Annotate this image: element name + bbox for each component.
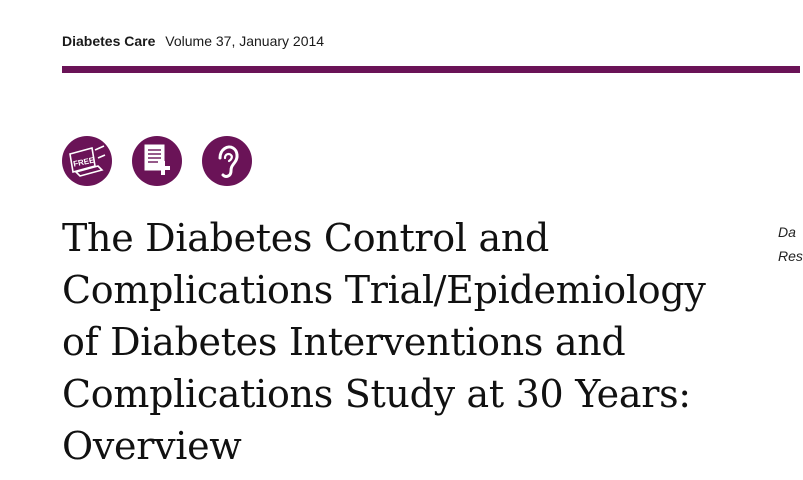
journal-citation (62, 33, 324, 49)
title-line: of Diabetes Interventions and (62, 320, 626, 364)
side-note-line: Res (778, 248, 803, 264)
title-line: The Diabetes Control and (62, 216, 550, 260)
title-line: Complications Trial/Epidemiology (62, 268, 706, 312)
article-icon-row (62, 136, 252, 188)
audio-podcast-icon[interactable] (202, 136, 252, 186)
free-access-icon[interactable] (62, 136, 112, 186)
article-title (62, 212, 762, 472)
supplementary-data-icon[interactable] (132, 136, 182, 186)
volume-info: Volume 37, January 2014 (165, 33, 325, 49)
header-divider (62, 66, 800, 73)
svg-text:FREE: FREE (72, 155, 96, 169)
side-note-line: Da (778, 224, 796, 240)
author-sidebar-snippet (778, 220, 803, 268)
title-line: Complications Study at 30 Years: (62, 372, 691, 416)
title-line: Overview (62, 424, 242, 468)
journal-name: Diabetes Care (62, 33, 156, 49)
